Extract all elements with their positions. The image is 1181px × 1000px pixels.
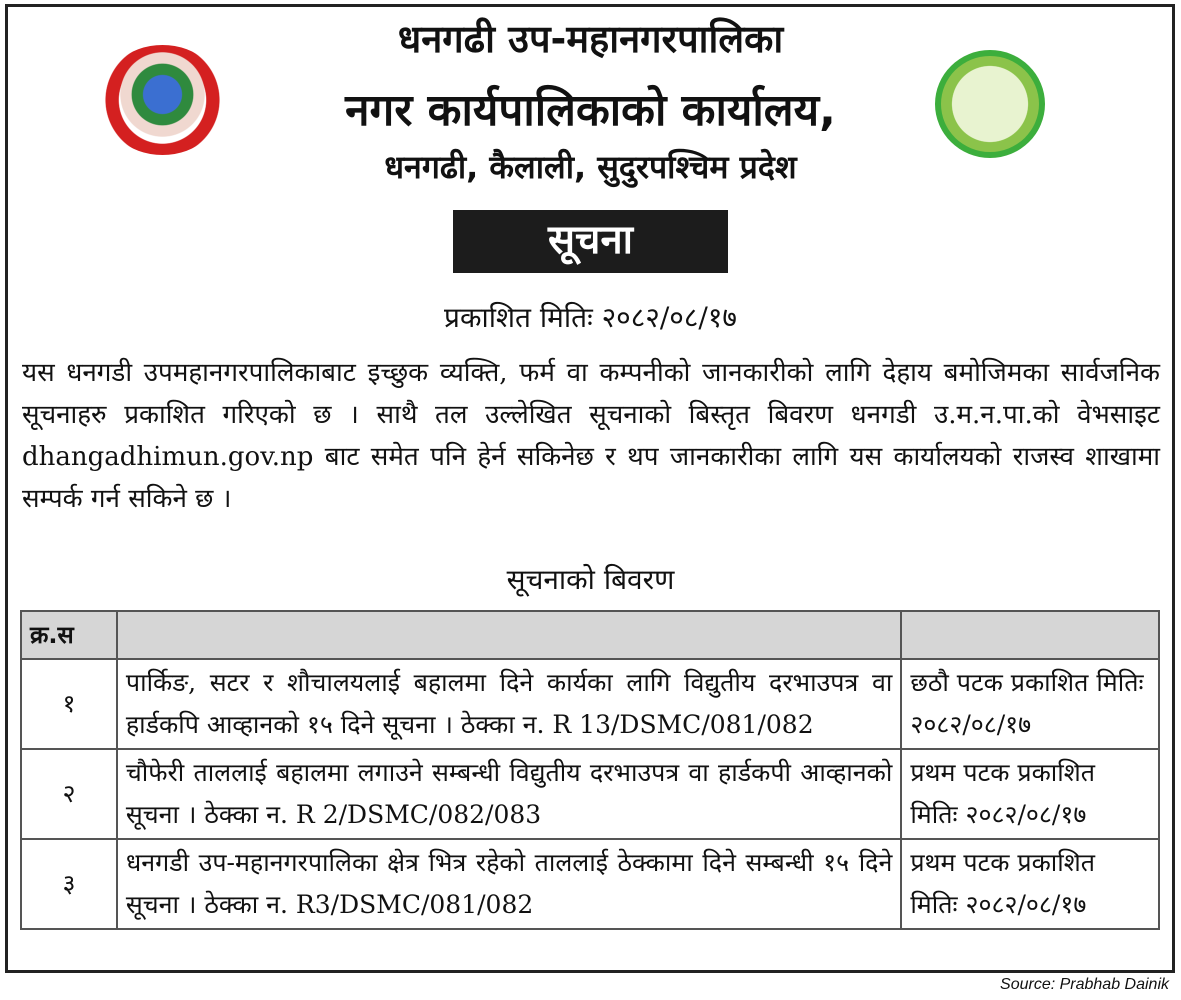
row-sn: १ bbox=[21, 659, 117, 749]
row-status: प्रथम पटक प्रकाशित मितिः २०८२/०८/१७ bbox=[901, 749, 1159, 839]
row-sn: ३ bbox=[21, 839, 117, 929]
table-header-row bbox=[21, 611, 1159, 659]
office-subtitle: नगर कार्यपालिकाको कार्यालय, bbox=[345, 85, 836, 136]
table-row bbox=[21, 749, 1159, 839]
table-title: सूचनाको बिवरण bbox=[506, 563, 675, 596]
table-row bbox=[21, 839, 1159, 929]
row-desc: धनगडी उप-महानगरपालिका क्षेत्र भित्र रहेको ताललाई ठेक्कामा दिने सम्बन्धी १५ दिने सूचना । ठेक्का न. R3/DSMC/081/082 bbox=[117, 839, 901, 929]
header-desc bbox=[117, 611, 901, 659]
row-desc: चौफेरी ताललाई बहालमा लगाउने सम्बन्धी विद्युतीय दरभाउपत्र वा हार्डकपी आव्हानको सूचना । ठेक्का न. R 2/DSMC/082/083 bbox=[117, 749, 901, 839]
office-address: धनगढी, कैलाली, सुदुरपश्चिम प्रदेश bbox=[384, 148, 797, 186]
row-desc: पार्किङ, सटर र शौचालयलाई बहालमा दिने कार्यका लागि विद्युतीय दरभाउपत्र वा हार्डकपि आव्हानको १५ दिने सूचना । ठेक्का न. R 13/DSMC/081/082 bbox=[117, 659, 901, 749]
header-sn: क्र.स bbox=[21, 611, 117, 659]
row-status: प्रथम पटक प्रकाशित मितिः २०८२/०८/१७ bbox=[901, 839, 1159, 929]
intro-paragraph: यस धनगडी उपमहानगरपालिकाबाट इच्छुक व्यक्ति, फर्म वा कम्पनीको जानकारीको लागि देहाय बमोजिमका सार्वजनिक सूचनाहरु प्रकाशित गरिएको छ । साथै तल उल्लेखित सूचनाको बिस्तृत बिवरण धनगडी उ.म.न.पा.को वेभसाइट dhangadhimun.gov.np बाट समेत पनि हेर्न सकिनेछ र थप जानकारीका लागि यस कार्यालयको राजस्व शाखामा सम्पर्क गर्न सकिने छ । bbox=[22, 358, 1160, 514]
published-date: प्रकाशित मितिः २०८२/०८/१७ bbox=[444, 301, 737, 334]
header-status bbox=[901, 611, 1159, 659]
notice-label: सूचना bbox=[453, 210, 728, 273]
row-sn: २ bbox=[21, 749, 117, 839]
source-credit: Source: Prabhab Dainik bbox=[1000, 976, 1169, 993]
row-status: छठौ पटक प्रकाशित मितिः २०८२/०८/१७ bbox=[901, 659, 1159, 749]
notice-table bbox=[20, 610, 1160, 930]
office-title: धनगढी उप-महानगरपालिका bbox=[397, 17, 784, 61]
table-row bbox=[21, 659, 1159, 749]
